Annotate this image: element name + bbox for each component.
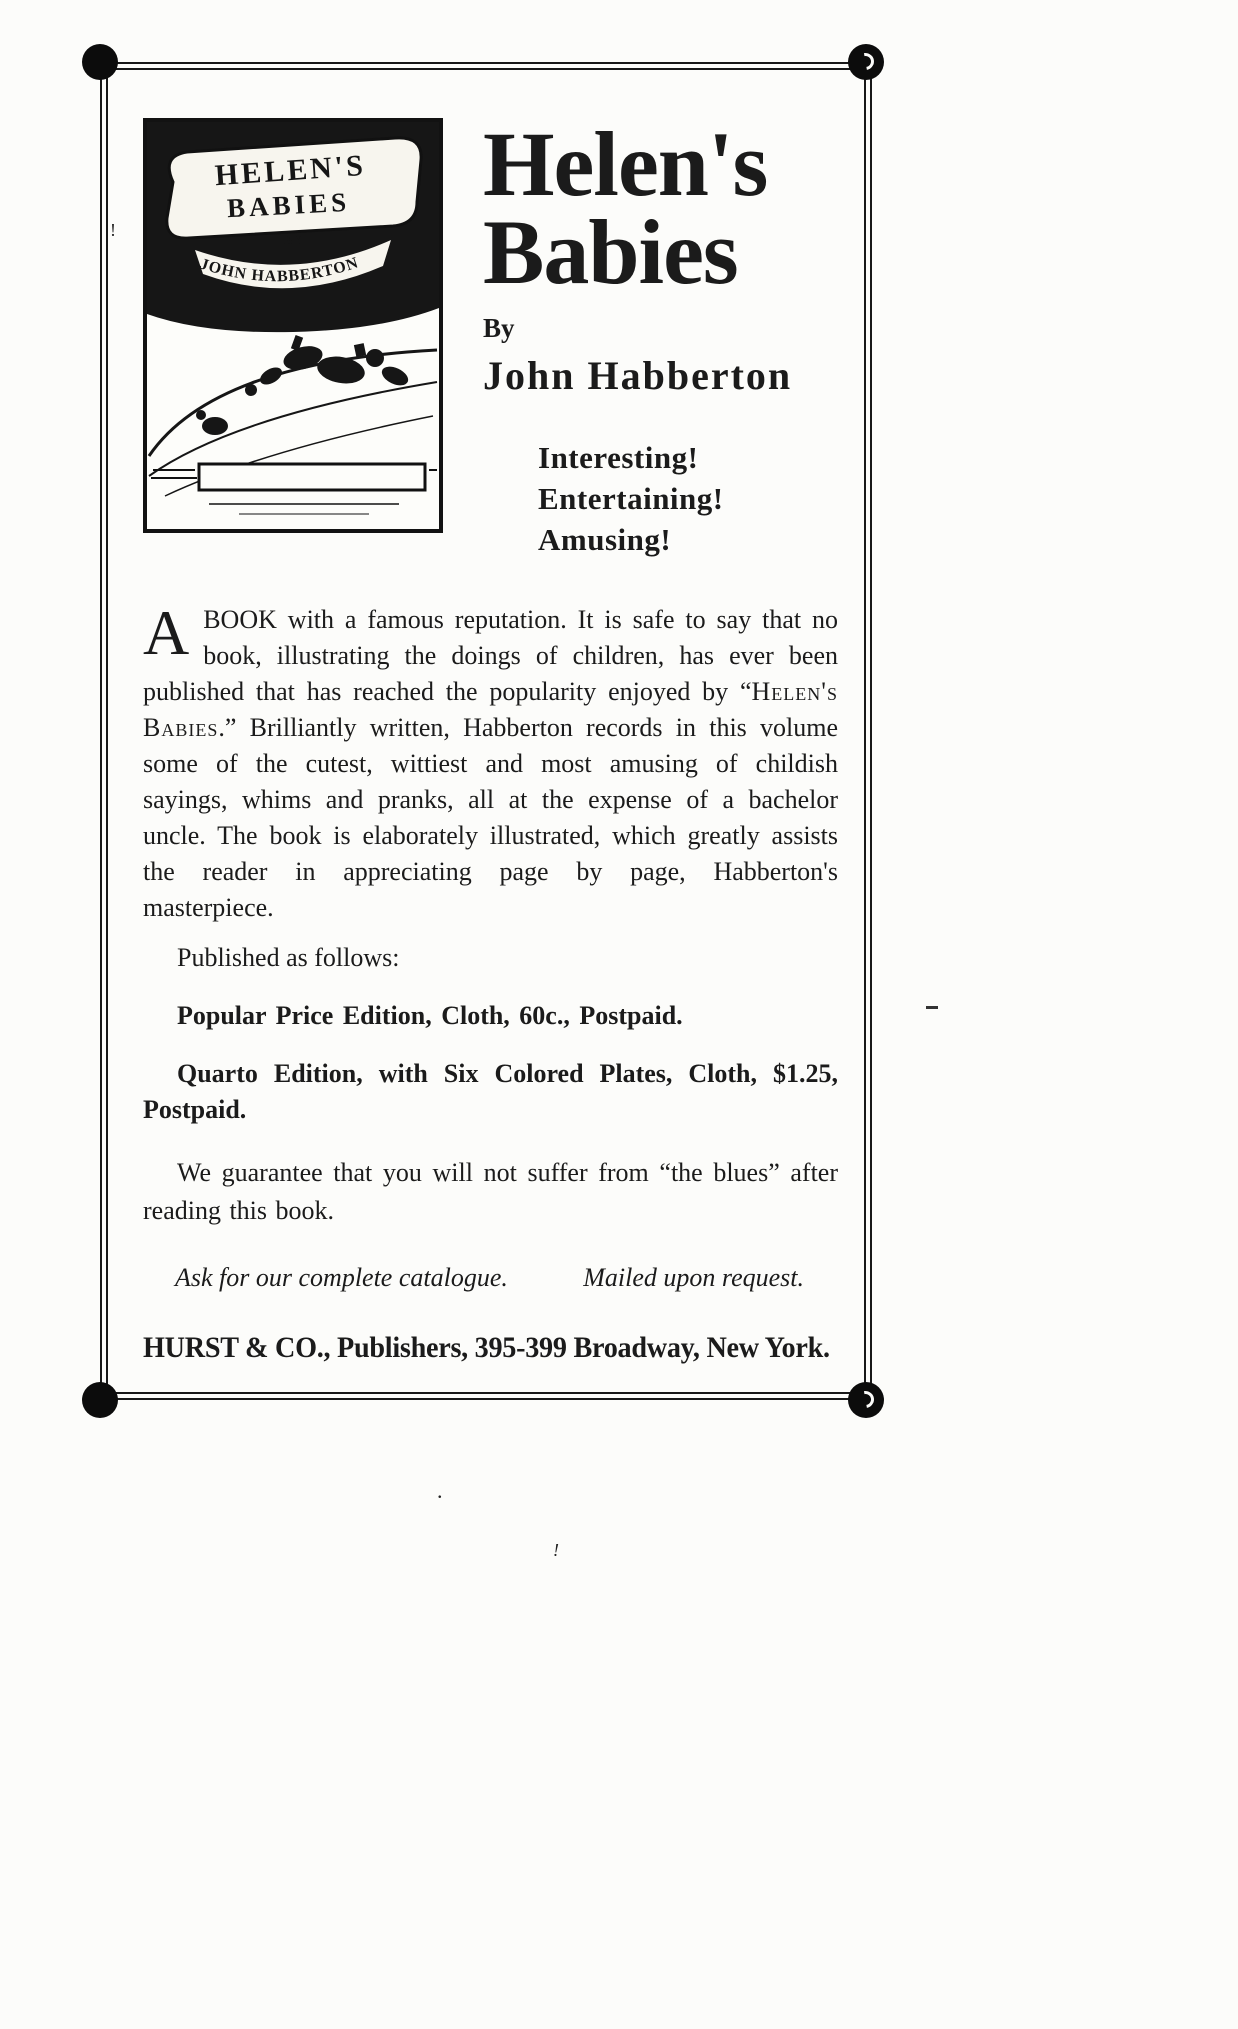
book-title-line1: Helen's — [483, 113, 768, 215]
scan-artifact-exclaim-bottom: ! — [553, 1540, 559, 1560]
tagline-amusing: Amusing! — [538, 521, 672, 557]
book-title — [483, 113, 838, 304]
catalogue-line — [143, 1260, 838, 1296]
corner-dot-bottom-left — [82, 1382, 118, 1418]
by-label: By — [483, 312, 515, 343]
intro-text-smallcaps: Helen's Babies — [143, 676, 838, 742]
book-cover-art — [143, 118, 443, 533]
scan-artifact-exclaim-top: ! — [110, 220, 116, 240]
scan-artifact-dash — [926, 1006, 938, 1009]
header-row — [143, 113, 838, 560]
cover-label-plate — [199, 464, 425, 490]
intro-paragraph — [143, 596, 838, 926]
cover-by-label: BY — [283, 232, 303, 247]
intro-text-lead: BOOK with a famous reputation. It is safe to say that no book, illustrating the doings of children, has ever been published that has reached the popularity enjoyed by “ — [143, 604, 838, 706]
author-name: John Habberton — [483, 352, 793, 398]
title-block — [483, 113, 838, 560]
tagline-interesting: Interesting! — [538, 439, 699, 475]
cover-banner-title-line1: HELEN'S — [213, 148, 367, 193]
tagline-list — [538, 437, 838, 560]
tagline-entertaining: Entertaining! — [538, 480, 724, 516]
edition-quarto-line: Quarto Edition, with Six Colored Plates, Cloth, $1.25, Postpaid. — [143, 1058, 838, 1124]
publisher-line: HURST & CO., Publishers, 395-399 Broadway, New York. — [143, 1330, 830, 1364]
intro-text-rest: .” Brilliantly written, Habberton records in this volume some of the cutest, wittiest and most amusing of childish sayings, whims and pranks, all at the expense of a bachelor uncle. The book is elaborately illustrated, which greatly assists the reader in appreciating page by page, Habberton's masterpiece. — [143, 712, 838, 922]
scan-artifact-dot: . — [437, 1478, 443, 1503]
corner-dot-top-right — [848, 44, 884, 80]
advertisement-content — [143, 113, 838, 1366]
published-as-line: Published as follows: — [177, 942, 400, 972]
corner-dot-bottom-right — [848, 1382, 884, 1418]
cover-author-textpath: JOHN HABBERTON — [197, 254, 362, 286]
drop-cap: A — [143, 596, 190, 668]
edition-popular-line: Popular Price Edition, Cloth, 60c., Postpaid. — [177, 1000, 683, 1030]
book-cover-illustration — [143, 118, 443, 533]
cover-banner-title-line2: BABIES — [226, 186, 351, 224]
catalogue-left-text: Ask for our complete catalogue. — [175, 1262, 508, 1292]
catalogue-right-text: Mailed upon request. — [583, 1262, 804, 1292]
book-title-line2: Babies — [483, 201, 738, 304]
guarantee-paragraph: We guarantee that you will not suffer from “the blues” after reading this book. — [143, 1157, 838, 1225]
corner-dot-top-left — [82, 44, 118, 80]
